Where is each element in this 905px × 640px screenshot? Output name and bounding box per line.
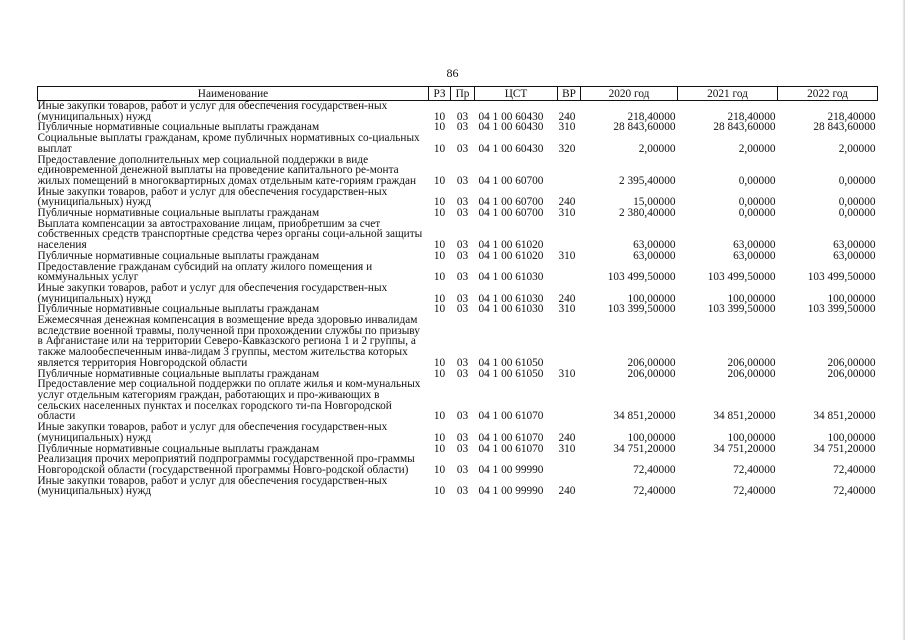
cell-cst: 04 1 00 60430: [478, 122, 544, 134]
cell-pr: 03: [456, 122, 469, 134]
cell-cst: 04 1 00 61050: [478, 368, 544, 380]
cell-vr: 310: [558, 122, 576, 134]
cell-pr: 03: [456, 410, 469, 423]
cell-vr: [558, 315, 581, 369]
table-body: [38, 101, 878, 498]
header-rz: РЗ: [429, 87, 451, 101]
table-row: [38, 262, 878, 283]
cell-y2021: 63,00000: [733, 250, 776, 262]
cell-vr: 320: [558, 142, 576, 155]
cell-vr: [558, 219, 581, 251]
table-row: [38, 208, 878, 219]
cell-y2021: 28 843,60000: [713, 122, 776, 134]
cell-cst: 04 1 00 61050: [478, 356, 544, 369]
cell-y2020: 100,00000: [627, 431, 676, 444]
cell-pr: 03: [456, 271, 469, 283]
cell-rz: 10: [433, 271, 446, 283]
table-row: [38, 422, 878, 443]
cell-y2022: 100,00000: [827, 431, 876, 444]
cell-y2020: 63,00000: [633, 239, 676, 251]
cell-y2022: 103 499,50000: [807, 271, 876, 283]
cell-vr: [558, 379, 581, 422]
table-row: [38, 101, 878, 123]
cell-rz: 10: [433, 122, 446, 134]
cell-y2022: 100,00000: [827, 292, 876, 305]
cell-vr: 310: [558, 368, 576, 380]
table-row: [38, 315, 878, 369]
cell-y2021: 206,00000: [727, 356, 776, 369]
cell-y2021: 0,00000: [738, 174, 776, 187]
cell-cst: 04 1 00 60430: [478, 142, 544, 155]
cell-y2021: 103 399,50000: [707, 304, 776, 316]
table-row: [38, 304, 878, 315]
cell-vr: [558, 155, 581, 187]
header-2021: 2021 год: [678, 87, 778, 101]
cell-pr: 03: [456, 110, 469, 123]
cell-y2021: 63,00000: [733, 239, 776, 251]
cell-y2020: 63,00000: [633, 250, 676, 262]
cell-y2022: 34 851,20000: [813, 410, 876, 423]
cell-y2021: 72,40000: [733, 463, 776, 476]
cell-vr: [558, 262, 581, 283]
table-header: [38, 87, 878, 101]
cell-vr: 240: [558, 196, 576, 209]
cell-vr: 310: [558, 250, 576, 262]
cell-name: Иные закупки товаров, работ и услуг для обеспечения государствен-ных (муниципальных) нужд: [37, 475, 388, 498]
cell-name: Ежемесячная денежная компенсация в возмещение вреда здоровью инвалидам вследствие военной травмы, полученной при прохождении службы по призыву в Афганистане или на территории Северо-Кавказского региона 1 и 2 группы, а также малообеспеченным инва-лидам 3 группы, местом жительства которых является территория Новгородской области: [37, 315, 420, 369]
cell-name: Публичные нормативные социальные выплаты гражданам: [37, 443, 320, 455]
table-row: [38, 155, 878, 187]
cell-y2020: 103 499,50000: [607, 271, 676, 283]
cell-name: Публичные нормативные социальные выплаты гражданам: [37, 122, 320, 134]
cell-cst: 04 1 00 61020: [478, 239, 544, 251]
cell-cst: 04 1 00 61030: [478, 304, 544, 316]
cell-y2021: 34 851,20000: [713, 410, 776, 423]
cell-y2020: 2 395,40000: [619, 174, 676, 187]
cell-vr: 240: [558, 292, 576, 305]
cell-name: Предоставление мер социальной поддержки по оплате жилья и ком-мунальных услуг отдельным категориям граждан, работающих и про-живающих в сельских населенных пунктах и поселках городского ти-па Новгородской области: [37, 379, 421, 423]
cell-pr: 03: [456, 292, 469, 305]
budget-table: [37, 86, 878, 497]
cell-name: Социальные выплаты гражданам, кроме публичных нормативных со-циальных выплат: [37, 133, 420, 155]
table-row: [38, 369, 878, 380]
cell-pr: 03: [456, 208, 469, 219]
cell-pr: 03: [456, 239, 469, 251]
cell-name: Реализация прочих мероприятий подпрограммы государственной про-граммы Новгородской области (государственной программы Новго-родской области): [37, 454, 415, 476]
cell-vr: 240: [558, 110, 576, 123]
cell-y2022: 72,40000: [833, 463, 876, 476]
cell-cst: 04 1 00 61020: [478, 250, 544, 262]
cell-y2020: 2,00000: [638, 142, 676, 155]
cell-rz: 10: [433, 485, 446, 498]
cell-y2020: 2 380,40000: [619, 208, 676, 219]
cell-name: Иные закупки товаров, работ и услуг для обеспечения государствен-ных (муниципальных) нужд: [37, 100, 388, 123]
cell-name: Выплата компенсации за автострахование лицам, приобретшим за счет собственных средств транспортные средства через органы соци-альной защиты населения: [37, 218, 423, 251]
cell-cst: 04 1 00 60430: [478, 110, 544, 123]
cell-rz: 10: [433, 208, 446, 219]
cell-y2021: 206,00000: [727, 368, 776, 380]
cell-rz: 10: [433, 110, 446, 123]
cell-y2021: 100,00000: [727, 292, 776, 305]
cell-pr: 03: [456, 443, 469, 455]
cell-name: Предоставление дополнительных мер социальной поддержки в виде единовременной денежной выплаты на проведение капитального ре-монта жилых помещений в многоквартирных домах отдельным кате-гориям граждан: [37, 154, 417, 187]
cell-pr: 03: [456, 174, 469, 187]
cell-rz: 10: [433, 356, 446, 369]
cell-y2022: 72,40000: [833, 485, 876, 498]
cell-y2020: 28 843,60000: [613, 122, 676, 134]
cell-pr: 03: [456, 304, 469, 316]
header-name: Наименование: [38, 87, 429, 101]
cell-y2020: 218,40000: [627, 110, 676, 123]
table-row: [38, 133, 878, 154]
cell-y2020: 100,00000: [627, 292, 676, 305]
table-row: [38, 122, 878, 133]
cell-cst: 04 1 00 99990: [478, 485, 544, 498]
cell-cst: 04 1 00 61030: [478, 292, 544, 305]
cell-rz: 10: [433, 196, 446, 209]
cell-cst: 04 1 00 61070: [478, 410, 544, 423]
header-row: [38, 87, 878, 101]
cell-y2021: 2,00000: [738, 142, 776, 155]
cell-rz: 10: [433, 431, 446, 444]
cell-pr: 03: [456, 368, 469, 380]
cell-vr: 240: [558, 485, 576, 498]
header-pr: Пр: [451, 87, 475, 101]
cell-rz: 10: [433, 250, 446, 262]
cell-name: Иные закупки товаров, работ и услуг для обеспечения государствен-ных (муниципальных) нужд: [37, 186, 388, 209]
cell-y2021: 0,00000: [738, 196, 776, 209]
cell-y2020: 72,40000: [633, 463, 676, 476]
cell-pr: 03: [456, 250, 469, 262]
cell-y2022: 206,00000: [827, 356, 876, 369]
cell-y2021: 218,40000: [727, 110, 776, 123]
cell-name: Иные закупки товаров, работ и услуг для обеспечения государствен-ных (муниципальных) нужд: [37, 422, 388, 444]
cell-y2021: 0,00000: [738, 208, 776, 219]
page-number: 86: [446, 66, 459, 80]
table-row: [38, 379, 878, 422]
cell-y2022: 218,40000: [827, 110, 876, 123]
cell-vr: 310: [558, 304, 576, 316]
header-cst: ЦСТ: [475, 87, 558, 101]
cell-cst: 04 1 00 60700: [478, 174, 544, 187]
cell-vr: 310: [558, 208, 576, 219]
cell-y2020: 206,00000: [627, 356, 676, 369]
table-row: [38, 444, 878, 455]
cell-name: Иные закупки товаров, работ и услуг для обеспечения государствен-ных (муниципальных) нужд: [37, 282, 388, 305]
cell-y2022: 34 751,20000: [813, 443, 876, 455]
cell-y2020: 34 851,20000: [613, 410, 676, 423]
cell-rz: 10: [433, 239, 446, 251]
cell-vr: 240: [558, 431, 576, 444]
table-row: [38, 476, 878, 497]
header-vr: ВР: [558, 87, 581, 101]
table-row: [38, 251, 878, 262]
cell-y2020: 72,40000: [633, 485, 676, 498]
cell-cst: 04 1 00 61070: [478, 431, 544, 444]
cell-y2020: 15,00000: [633, 196, 676, 209]
table-row: [38, 454, 878, 475]
table-row: [38, 219, 878, 251]
cell-pr: 03: [456, 485, 469, 498]
cell-rz: 10: [433, 142, 446, 155]
header-2022: 2022 год: [778, 87, 878, 101]
cell-rz: 10: [433, 292, 446, 305]
cell-cst: 04 1 00 60700: [478, 208, 544, 219]
cell-vr: 310: [558, 443, 576, 455]
cell-y2020: 34 751,20000: [613, 443, 676, 455]
cell-y2022: 0,00000: [838, 174, 876, 187]
cell-cst: 04 1 00 60700: [478, 196, 544, 209]
cell-name: Публичные нормативные социальные выплаты гражданам: [37, 368, 320, 380]
cell-name: Предоставление гражданам субсидий на оплату жилого помещения и коммунальных услуг: [37, 261, 373, 283]
cell-rz: 10: [433, 368, 446, 380]
cell-y2021: 100,00000: [727, 431, 776, 444]
cell-cst: 04 1 00 61030: [478, 271, 544, 283]
cell-pr: 03: [456, 196, 469, 209]
header-2020: 2020 год: [581, 87, 678, 101]
cell-y2022: 206,00000: [827, 368, 876, 380]
cell-y2022: 103 399,50000: [807, 304, 876, 316]
cell-rz: 10: [433, 410, 446, 423]
cell-y2022: 0,00000: [838, 196, 876, 209]
table-row: [38, 283, 878, 304]
cell-pr: 03: [456, 142, 469, 155]
cell-pr: 03: [456, 463, 469, 476]
cell-pr: 03: [456, 431, 469, 444]
cell-rz: 10: [433, 443, 446, 455]
cell-y2020: 103 399,50000: [607, 304, 676, 316]
cell-y2022: 63,00000: [833, 239, 876, 251]
cell-vr: [558, 454, 581, 475]
cell-rz: 10: [433, 174, 446, 187]
cell-y2021: 72,40000: [733, 485, 776, 498]
cell-name: Публичные нормативные социальные выплаты гражданам: [37, 304, 320, 316]
cell-y2022: 28 843,60000: [813, 122, 876, 134]
cell-cst: 04 1 00 61070: [478, 443, 544, 455]
cell-y2021: 103 499,50000: [707, 271, 776, 283]
cell-y2021: 34 751,20000: [713, 443, 776, 455]
cell-rz: 10: [433, 304, 446, 316]
cell-y2022: 2,00000: [838, 142, 876, 155]
cell-y2020: 206,00000: [627, 368, 676, 380]
table-row: [38, 187, 878, 208]
cell-pr: 03: [456, 356, 469, 369]
cell-y2022: 63,00000: [833, 250, 876, 262]
cell-name: Публичные нормативные социальные выплаты гражданам: [37, 250, 320, 262]
cell-cst: 04 1 00 99990: [478, 463, 544, 476]
cell-name: Публичные нормативные социальные выплаты гражданам: [37, 208, 320, 219]
cell-y2022: 0,00000: [838, 208, 876, 219]
cell-rz: 10: [433, 463, 446, 476]
